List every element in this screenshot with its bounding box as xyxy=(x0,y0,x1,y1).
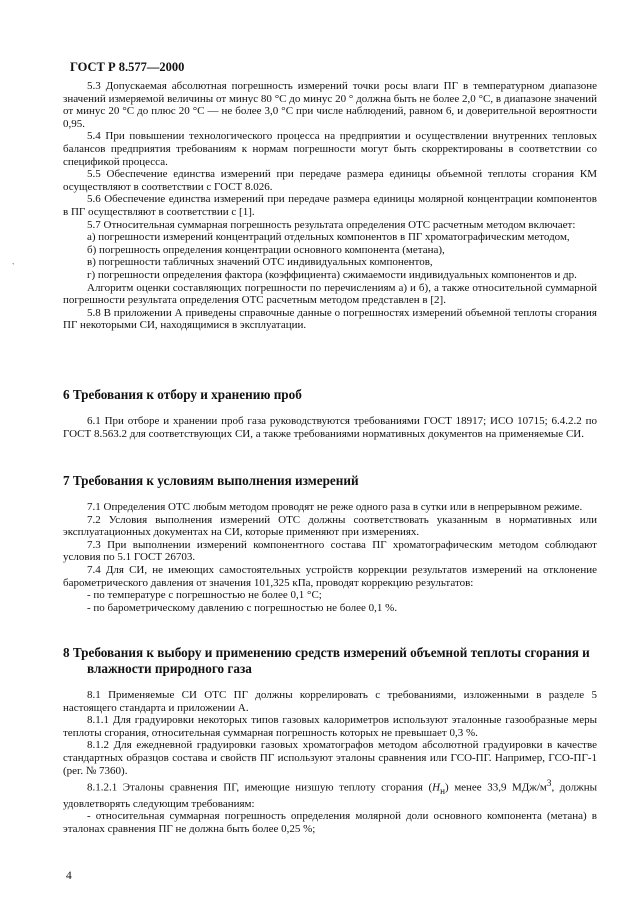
paragraph-5-4: 5.4 При повышении технологического процесса на предприятии и осуществлении внутренних тепловых балансов предприятия требованиям к нормам погрешности могут быть скорректированы в соответствии со спецификой процесса. xyxy=(63,130,597,168)
paragraph-7-3: 7.3 При выполнении измерений компонентного состава ПГ хроматографическим методом соблюдают условия по 5.1 ГОСТ 26703. xyxy=(63,538,597,564)
paragraph-5-5: 5.5 Обеспечение единства измерений при передаче размера единицы объемной теплоты сгорания КМ осуществляют в соответствии с ГОСТ 8.026. xyxy=(63,168,597,193)
paragraph-8-1-2-1-part-b: ) менее 33,9 МДж/м xyxy=(445,781,547,794)
heat-symbol: H xyxy=(432,781,441,794)
paragraph-7-1: 7.1 Определения ОТС любым методом проводят не реже одного раза в сутки или в непрерывном режиме. xyxy=(87,501,583,513)
paragraph-8-1: 8.1 Применяемые СИ ОТС ПГ должны коррелировать с требованиями, изложенными в разделе 5 настоящего стандарта и приложении А. xyxy=(63,689,597,714)
list-item-5-7-a: а) погрешности измерений концентраций отдельных компонентов в ПГ хроматографическим методом, xyxy=(87,231,570,244)
section-7-heading: 7 Требования к условиям выполнения измерений xyxy=(63,473,359,488)
section-7 xyxy=(63,473,597,614)
unit-superscript: 3 xyxy=(546,778,552,789)
paragraph-5-6: 5.6 Обеспечение единства измерений при передаче размера единицы молярной концентрации компонентов в ПГ осуществляют в соответствии с [1]. xyxy=(63,193,597,218)
paragraph-5-3: 5.3 Допускаемая абсолютная погрешность измерений точки росы влаги ПГ в температурном диапазоне значений измеряемой величины от минус 80 °С до минус 20 ° должна быть не более 2,0 °С, в диапазоне значений от минус 20 °С до плюс 20 °С — не более 3,0 °С при числе наблюдений, равном 6, и доверительной вероятности 0,95. xyxy=(63,80,597,130)
paragraph-algorithm: Алгоритм оценки составляющих погрешности по перечислениям а) и б), а также относительной суммарной погрешности результата определения ОТС расчетным методом представлен в [2]. xyxy=(63,281,597,307)
section-6 xyxy=(63,387,597,440)
list-item-5-7-d: г) погрешности определения фактора (коэффициента) сжимаемости индивидуальных компонентов и др. xyxy=(87,268,577,281)
paragraph-8-1-2-1-part-a: 8.1.2.1 Эталоны сравнения ПГ, имеющие низшую теплоту сгорания ( xyxy=(87,781,433,794)
margin-mark: ` xyxy=(12,262,15,271)
paragraph-7-4: 7.4 Для СИ, не имеющих самостоятельных устройств коррекции результатов измерений на отклонение барометрического давления от значения 101,325 кПа, проводят коррекцию результатов: xyxy=(63,563,597,589)
section-8-heading: 8 Требования к выбору и применению средств измерений объемной теплоты сгорания и влажности природного газа xyxy=(63,645,590,676)
paragraph-5-8: 5.8 В приложении А приведены справочные данные о погрешностях измерений объемной теплоты сгорания ПГ некоторыми СИ, находящимися в эксплуатации. xyxy=(63,306,597,332)
section-5-body xyxy=(63,80,597,332)
list-item-7-4-pressure: - по барометрическому давлению с погрешностью не более 0,1 %. xyxy=(87,601,398,614)
paragraph-8-1-2: 8.1.2 Для ежедневной градуировки газовых хроматографов методом абсолютной градуировки в качестве стандартных образцов состава и свойств ПГ используют эталоны сравнения или ГСО-ПГ. Например, ГСО-ПГ-1 (рег. № 7360). xyxy=(63,739,597,777)
section-6-heading: 6 Требования к отбору и хранению проб xyxy=(63,387,302,402)
list-item-7-4-temperature: - по температуре с погрешностью не более 0,1 °С; xyxy=(87,589,322,602)
page-header: ГОСТ Р 8.577—2000 xyxy=(70,60,185,74)
list-item-8-1-2-1: - относительная суммарная погрешность определения молярной доли основного компонента (метана) в эталонах сравнения ПГ не должна быть более 0,25 %; xyxy=(63,810,597,835)
paragraph-8-1-1: 8.1.1 Для градуировки некоторых типов газовых калориметров используют эталонные газообразные меры теплоты сгорания, относительная суммарная погрешность которых не превышает 0,3 %. xyxy=(63,714,597,739)
page-number: 4 xyxy=(66,870,72,882)
paragraph-8-1-2-1-part-c: , должны удовлетворять следующим требованиям: xyxy=(63,781,598,810)
paragraph-6-1: 6.1 При отборе и хранении проб газа руководствуются требованиями ГОСТ 18917; ИСО 10715; 6.4.2.2 по ГОСТ 8.563.2 для соответствующих СИ, а также требованиями нормативных документов на применяемые СИ. xyxy=(63,415,597,440)
paragraph-5-7: 5.7 Относительная суммарная погрешность результата определения ОТС расчетным методом включает: xyxy=(87,218,576,231)
heat-symbol-subscript: н xyxy=(440,786,446,796)
paragraph-8-1-2-1 xyxy=(63,777,597,810)
list-item-5-7-b: б) погрешность определения концентрации основного компонента (метана), xyxy=(87,243,445,256)
paragraph-7-2: 7.2 Условия выполнения измерений ОТС должны соответствовать указанным в нормативных или эксплуатационных документах на СИ, которые применяют при измерениях. xyxy=(63,513,597,539)
section-8 xyxy=(63,645,597,835)
list-item-5-7-c: в) погрешности табличных значений ОТС индивидуальных компонентов, xyxy=(87,256,433,269)
